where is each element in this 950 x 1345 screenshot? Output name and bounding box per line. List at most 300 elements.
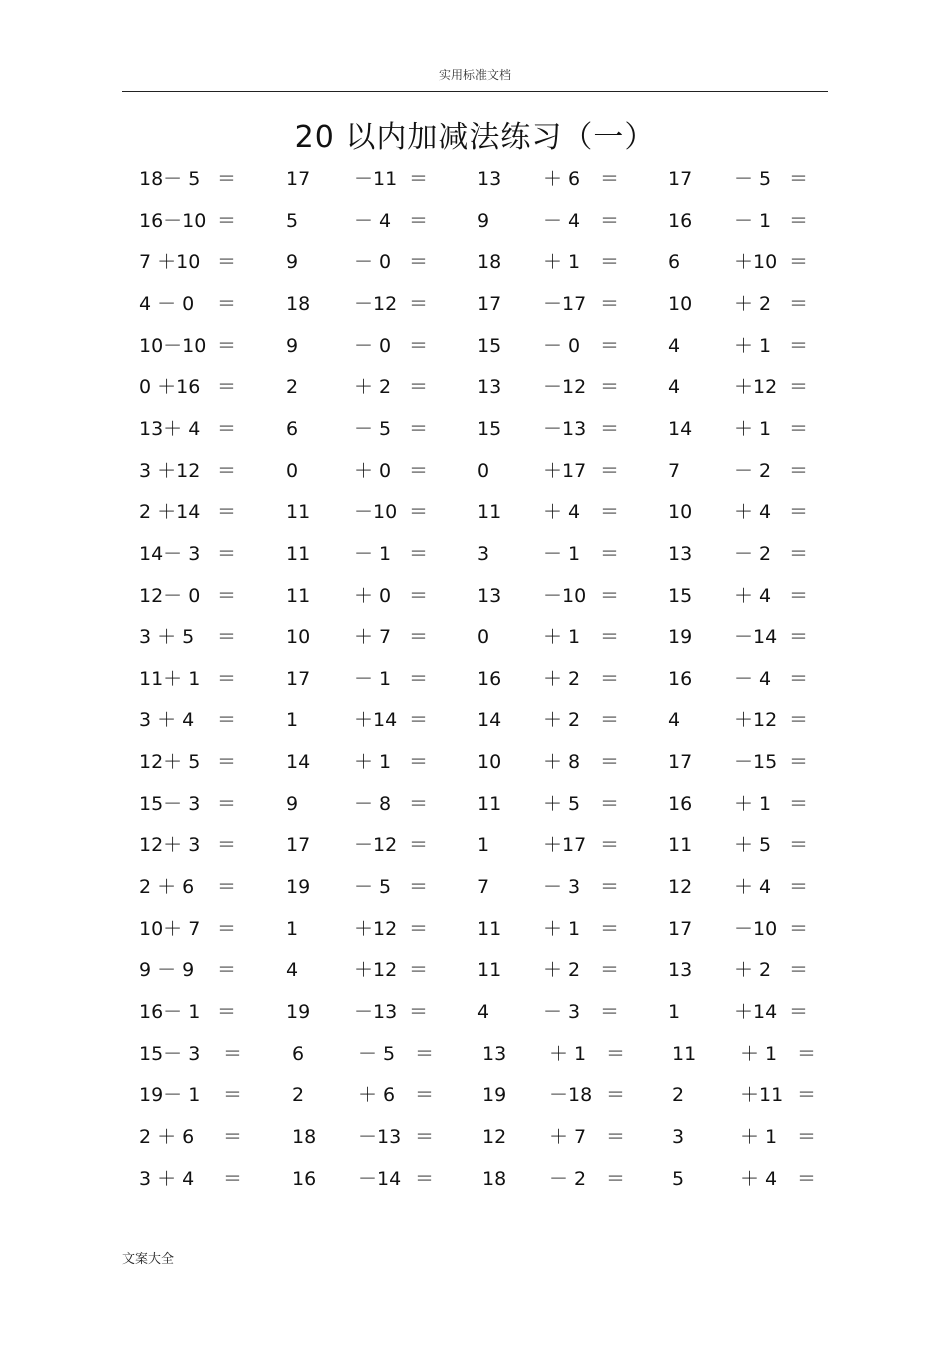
expr-4-operand: 5 <box>672 1167 685 1190</box>
expr-4-operand: 10 <box>668 501 693 524</box>
expr-2-operator: ＋12 <box>354 917 398 940</box>
equals-3: ＝ <box>600 417 620 440</box>
expr-3-operator: ＋ 1 <box>543 626 581 649</box>
equals-1: ＝ <box>217 251 237 274</box>
expr-3-operator: － 2 <box>549 1167 587 1190</box>
expr-4-operator: － 2 <box>734 542 772 565</box>
equals-4: ＝ <box>789 209 809 232</box>
expr-3-operator: － 3 <box>543 1001 581 1023</box>
expr-2-operand: 17 <box>286 168 311 190</box>
exercise-row <box>0 789 950 819</box>
expr-2-operand: 6 <box>286 417 299 440</box>
equals-3: ＝ <box>600 542 620 565</box>
expr-2-operand: 9 <box>286 334 299 357</box>
equals-4: ＝ <box>789 959 809 982</box>
exercise-row <box>0 581 950 611</box>
exercise-row <box>0 289 950 319</box>
expr-3-operand: 1 <box>477 834 490 857</box>
expr-3-operand: 13 <box>477 168 502 190</box>
expr-2-operator: －14 <box>358 1167 402 1190</box>
equals-1: ＝ <box>217 667 237 690</box>
exercise-row <box>0 705 950 735</box>
expr-1: 2 ＋ 6 <box>139 1125 195 1148</box>
equals-3: ＝ <box>600 959 620 982</box>
expr-2-operand: 9 <box>286 792 299 815</box>
expr-2-operator: － 0 <box>354 251 392 274</box>
equals-1: ＝ <box>217 417 237 440</box>
expr-1: 10－10 <box>139 334 207 357</box>
expr-2-operator: －13 <box>358 1125 402 1148</box>
expr-2-operand: 19 <box>286 1001 311 1023</box>
expr-3-operand: 9 <box>477 209 490 232</box>
equals-4: ＝ <box>789 501 809 524</box>
expr-4-operand: 4 <box>668 376 681 399</box>
equals-3: ＝ <box>606 1084 626 1107</box>
expr-3-operator: ＋ 1 <box>543 917 581 940</box>
equals-1: ＝ <box>217 751 237 774</box>
expr-2-operand: 1 <box>286 917 299 940</box>
equals-4: ＝ <box>789 542 809 565</box>
equals-4: ＝ <box>789 584 809 607</box>
expr-4-operator: －15 <box>734 751 778 774</box>
expr-1: 2 ＋ 6 <box>139 876 195 899</box>
expr-2-operand: 11 <box>286 542 311 565</box>
expr-3-operand: 18 <box>482 1167 507 1190</box>
exercise-row <box>0 1164 950 1194</box>
expr-2-operand: 18 <box>286 292 311 315</box>
expr-4-operator: ＋ 2 <box>734 959 772 982</box>
expr-3-operator: ＋ 4 <box>543 501 581 524</box>
expr-4-operand: 16 <box>668 792 693 815</box>
equals-3: ＝ <box>600 501 620 524</box>
expr-2-operator: ＋ 1 <box>354 751 392 774</box>
expr-2-operator: － 5 <box>358 1042 396 1065</box>
equals-1: ＝ <box>217 959 237 982</box>
equals-4: ＝ <box>789 459 809 482</box>
equals-2: ＝ <box>409 626 429 649</box>
expr-4-operand: 16 <box>668 209 693 232</box>
expr-4-operand: 4 <box>668 709 681 732</box>
equals-2: ＝ <box>409 542 429 565</box>
expr-4-operand: 16 <box>668 667 693 690</box>
expr-4-operator: ＋14 <box>734 1001 778 1023</box>
equals-1: ＝ <box>223 1167 243 1190</box>
expr-4-operator: ＋ 1 <box>740 1125 778 1148</box>
expr-2-operator: ＋12 <box>354 959 398 982</box>
expr-3-operator: ＋17 <box>543 459 587 482</box>
expr-4-operator: ＋ 1 <box>740 1042 778 1065</box>
expr-2-operator: － 5 <box>354 876 392 899</box>
expr-2-operator: ＋ 2 <box>354 376 392 399</box>
equals-3: ＝ <box>600 667 620 690</box>
expr-4-operator: ＋10 <box>734 251 778 274</box>
page-title: 20 以内加减法练习（一） <box>294 120 656 155</box>
expr-2-operator: －13 <box>354 1001 398 1023</box>
equals-3: ＝ <box>600 334 620 357</box>
equals-1: ＝ <box>217 459 237 482</box>
exercise-row <box>0 456 950 486</box>
expr-3-operand: 0 <box>477 459 490 482</box>
equals-3: ＝ <box>600 792 620 815</box>
expr-2-operand: 1 <box>286 709 299 732</box>
equals-1: ＝ <box>217 834 237 857</box>
equals-4: ＝ <box>789 168 809 190</box>
exercise-row <box>0 539 950 569</box>
expr-4-operand: 11 <box>672 1042 697 1065</box>
expr-2-operand: 11 <box>286 584 311 607</box>
expr-2-operand: 2 <box>286 376 299 399</box>
exercise-row <box>0 372 950 402</box>
equals-2: ＝ <box>409 501 429 524</box>
equals-4: ＝ <box>789 917 809 940</box>
expr-1: 14－ 3 <box>139 542 201 565</box>
equals-3: ＝ <box>600 626 620 649</box>
equals-2: ＝ <box>409 792 429 815</box>
exercise-row <box>0 1122 950 1152</box>
expr-3-operand: 0 <box>477 626 490 649</box>
equals-3: ＝ <box>600 709 620 732</box>
expr-2-operand: 5 <box>286 209 299 232</box>
equals-2: ＝ <box>409 209 429 232</box>
expr-4-operator: － 2 <box>734 459 772 482</box>
expr-4-operator: ＋ 4 <box>734 501 772 524</box>
expr-2-operator: － 0 <box>354 334 392 357</box>
page-header: 实用标准文档 <box>438 68 511 82</box>
equals-2: ＝ <box>415 1042 435 1065</box>
expr-4-operand: 6 <box>668 251 681 274</box>
equals-4: ＝ <box>797 1042 817 1065</box>
expr-1: 10＋ 7 <box>139 917 201 940</box>
expr-4-operator: ＋11 <box>740 1084 784 1107</box>
equals-4: ＝ <box>797 1084 817 1107</box>
equals-3: ＝ <box>600 251 620 274</box>
expr-1: 18－ 5 <box>139 168 201 190</box>
expr-2-operand: 14 <box>286 751 311 774</box>
expr-3-operator: ＋ 7 <box>549 1125 587 1148</box>
equals-1: ＝ <box>217 209 237 232</box>
equals-2: ＝ <box>409 292 429 315</box>
equals-1: ＝ <box>217 292 237 315</box>
equals-2: ＝ <box>409 334 429 357</box>
exercise-row <box>0 1039 950 1069</box>
expr-3-operand: 11 <box>477 501 502 524</box>
expr-4-operand: 3 <box>672 1125 685 1148</box>
exercise-row <box>0 622 950 652</box>
expr-3-operand: 16 <box>477 667 502 690</box>
equals-3: ＝ <box>600 834 620 857</box>
expr-1: 12＋ 5 <box>139 751 201 774</box>
expr-3-operand: 15 <box>477 334 502 357</box>
expr-3-operator: －10 <box>543 584 587 607</box>
equals-2: ＝ <box>409 917 429 940</box>
expr-4-operand: 13 <box>668 959 693 982</box>
equals-4: ＝ <box>789 792 809 815</box>
expr-1: 3 ＋ 4 <box>139 709 195 732</box>
equals-1: ＝ <box>217 792 237 815</box>
expr-1: 15－ 3 <box>139 1042 201 1065</box>
equals-1: ＝ <box>223 1042 243 1065</box>
expr-3-operator: － 3 <box>543 876 581 899</box>
expr-4-operand: 11 <box>668 834 693 857</box>
expr-3-operand: 17 <box>477 292 502 315</box>
equals-1: ＝ <box>217 501 237 524</box>
expr-4-operand: 12 <box>668 876 693 899</box>
equals-2: ＝ <box>409 168 429 190</box>
expr-2-operand: 2 <box>292 1084 305 1107</box>
equals-4: ＝ <box>789 876 809 899</box>
equals-3: ＝ <box>606 1042 626 1065</box>
expr-4-operator: ＋ 2 <box>734 292 772 315</box>
expr-2-operator: － 8 <box>354 792 392 815</box>
expr-3-operator: ＋ 5 <box>543 792 581 815</box>
expr-4-operand: 17 <box>668 751 693 774</box>
expr-2-operator: ＋ 0 <box>354 459 392 482</box>
expr-1: 2 ＋14 <box>139 501 201 524</box>
expr-2-operand: 6 <box>292 1042 305 1065</box>
expr-1: 19－ 1 <box>139 1084 201 1107</box>
exercise-row <box>0 872 950 902</box>
equals-4: ＝ <box>789 667 809 690</box>
equals-1: ＝ <box>217 584 237 607</box>
equals-3: ＝ <box>600 751 620 774</box>
expr-3-operand: 14 <box>477 709 502 732</box>
expr-3-operand: 11 <box>477 917 502 940</box>
expr-4-operator: －10 <box>734 917 778 940</box>
equals-2: ＝ <box>415 1125 435 1148</box>
equals-2: ＝ <box>415 1167 435 1190</box>
equals-4: ＝ <box>789 626 809 649</box>
expr-4-operator: － 1 <box>734 209 772 232</box>
expr-2-operator: ＋ 0 <box>354 584 392 607</box>
expr-2-operator: － 1 <box>354 667 392 690</box>
expr-3-operand: 13 <box>477 584 502 607</box>
expr-4-operator: ＋ 1 <box>734 792 772 815</box>
equals-2: ＝ <box>409 417 429 440</box>
expr-3-operator: ＋ 1 <box>543 251 581 274</box>
expr-2-operand: 11 <box>286 501 311 524</box>
expr-3-operator: ＋17 <box>543 834 587 857</box>
equals-1: ＝ <box>223 1125 243 1148</box>
equals-3: ＝ <box>600 1001 620 1023</box>
expr-2-operator: － 1 <box>354 542 392 565</box>
expr-3-operand: 15 <box>477 417 502 440</box>
expr-3-operator: －12 <box>543 376 587 399</box>
expr-2-operand: 17 <box>286 834 311 857</box>
equals-2: ＝ <box>409 251 429 274</box>
expr-3-operand: 4 <box>477 1001 490 1023</box>
equals-1: ＝ <box>217 542 237 565</box>
equals-2: ＝ <box>409 876 429 899</box>
expr-1: 16－ 1 <box>139 1001 201 1023</box>
equals-3: ＝ <box>600 459 620 482</box>
expr-2-operand: 18 <box>292 1125 317 1148</box>
expr-4-operator: － 4 <box>734 667 772 690</box>
equals-1: ＝ <box>217 709 237 732</box>
exercise-row <box>0 164 950 194</box>
expr-3-operator: ＋ 2 <box>543 959 581 982</box>
equals-3: ＝ <box>606 1125 626 1148</box>
expr-1: 3 ＋ 4 <box>139 1167 195 1190</box>
expr-2-operand: 9 <box>286 251 299 274</box>
expr-3-operator: －13 <box>543 417 587 440</box>
expr-3-operator: ＋ 2 <box>543 667 581 690</box>
header-rule <box>122 91 828 92</box>
equals-3: ＝ <box>600 168 620 190</box>
expr-4-operator: ＋12 <box>734 376 778 399</box>
exercise-row <box>0 1080 950 1110</box>
equals-1: ＝ <box>217 334 237 357</box>
expr-1: 15－ 3 <box>139 792 201 815</box>
equals-2: ＝ <box>409 959 429 982</box>
expr-4-operator: ＋ 1 <box>734 334 772 357</box>
equals-4: ＝ <box>789 251 809 274</box>
expr-3-operand: 3 <box>477 542 490 565</box>
exercise-row <box>0 247 950 277</box>
equals-2: ＝ <box>415 1084 435 1107</box>
expr-2-operator: －10 <box>354 501 398 524</box>
equals-3: ＝ <box>600 376 620 399</box>
expr-2-operand: 4 <box>286 959 299 982</box>
expr-4-operator: － 5 <box>734 168 772 190</box>
equals-1: ＝ <box>217 1001 237 1023</box>
expr-3-operand: 19 <box>482 1084 507 1107</box>
expr-4-operand: 1 <box>668 1001 681 1023</box>
equals-1: ＝ <box>217 917 237 940</box>
expr-3-operator: ＋ 6 <box>543 168 581 190</box>
equals-4: ＝ <box>789 417 809 440</box>
equals-3: ＝ <box>600 876 620 899</box>
expr-4-operator: ＋12 <box>734 709 778 732</box>
equals-3: ＝ <box>606 1167 626 1190</box>
expr-2-operator: －12 <box>354 292 398 315</box>
expr-3-operand: 13 <box>477 376 502 399</box>
expr-2-operator: －12 <box>354 834 398 857</box>
expr-3-operator: ＋ 2 <box>543 709 581 732</box>
expr-2-operand: 0 <box>286 459 299 482</box>
equals-2: ＝ <box>409 834 429 857</box>
equals-1: ＝ <box>217 626 237 649</box>
expr-1: 12＋ 3 <box>139 834 201 857</box>
exercise-row <box>0 331 950 361</box>
expr-2-operand: 16 <box>292 1167 317 1190</box>
expr-3-operator: ＋ 8 <box>543 751 581 774</box>
expr-3-operator: － 4 <box>543 209 581 232</box>
equals-3: ＝ <box>600 584 620 607</box>
expr-2-operator: ＋ 7 <box>354 626 392 649</box>
expr-4-operand: 17 <box>668 917 693 940</box>
equals-2: ＝ <box>409 459 429 482</box>
expr-1: 4 － 0 <box>139 292 195 315</box>
expr-3-operator: －17 <box>543 292 587 315</box>
expr-3-operator: －18 <box>549 1084 593 1107</box>
expr-3-operator: ＋ 1 <box>549 1042 587 1065</box>
expr-2-operator: ＋ 6 <box>358 1084 396 1107</box>
expr-3-operand: 7 <box>477 876 490 899</box>
equals-1: ＝ <box>217 876 237 899</box>
expr-3-operand: 11 <box>477 792 502 815</box>
exercise-row <box>0 997 950 1027</box>
expr-4-operand: 19 <box>668 626 693 649</box>
exercise-row <box>0 955 950 985</box>
expr-2-operand: 17 <box>286 667 311 690</box>
expr-3-operand: 18 <box>477 251 502 274</box>
expr-1: 13＋ 4 <box>139 417 201 440</box>
equals-2: ＝ <box>409 709 429 732</box>
equals-4: ＝ <box>789 292 809 315</box>
expr-1: 3 ＋12 <box>139 459 201 482</box>
equals-2: ＝ <box>409 751 429 774</box>
expr-1: 16－10 <box>139 209 207 232</box>
expr-1: 0 ＋16 <box>139 376 201 399</box>
equals-2: ＝ <box>409 1001 429 1023</box>
expr-3-operand: 11 <box>477 959 502 982</box>
equals-4: ＝ <box>789 334 809 357</box>
exercise-row <box>0 414 950 444</box>
expr-2-operator: ＋14 <box>354 709 398 732</box>
expr-1: 3 ＋ 5 <box>139 626 195 649</box>
expr-2-operator: －11 <box>354 168 398 190</box>
expr-4-operand: 7 <box>668 459 681 482</box>
expr-4-operand: 4 <box>668 334 681 357</box>
equals-2: ＝ <box>409 667 429 690</box>
equals-1: ＝ <box>223 1084 243 1107</box>
expr-4-operand: 15 <box>668 584 693 607</box>
expr-4-operand: 17 <box>668 168 693 190</box>
equals-4: ＝ <box>797 1167 817 1190</box>
page-footer: 文案大全 <box>122 1252 175 1267</box>
equals-3: ＝ <box>600 292 620 315</box>
exercise-row <box>0 914 950 944</box>
expr-2-operator: － 4 <box>354 209 392 232</box>
expr-4-operator: ＋ 4 <box>734 584 772 607</box>
expr-1: 11＋ 1 <box>139 667 201 690</box>
expr-2-operand: 19 <box>286 876 311 899</box>
expr-3-operand: 13 <box>482 1042 507 1065</box>
expr-4-operand: 14 <box>668 417 693 440</box>
equals-4: ＝ <box>797 1125 817 1148</box>
equals-2: ＝ <box>409 376 429 399</box>
expr-4-operator: －14 <box>734 626 778 649</box>
expr-4-operand: 2 <box>672 1084 685 1107</box>
equals-3: ＝ <box>600 917 620 940</box>
equals-4: ＝ <box>789 834 809 857</box>
expr-3-operand: 12 <box>482 1125 507 1148</box>
equals-4: ＝ <box>789 1001 809 1023</box>
exercise-row <box>0 664 950 694</box>
expr-4-operator: ＋ 4 <box>734 876 772 899</box>
exercise-row <box>0 830 950 860</box>
equals-4: ＝ <box>789 751 809 774</box>
equals-2: ＝ <box>409 584 429 607</box>
expr-1: 12－ 0 <box>139 584 201 607</box>
equals-1: ＝ <box>217 168 237 190</box>
equals-4: ＝ <box>789 709 809 732</box>
exercise-row <box>0 206 950 236</box>
expr-4-operand: 10 <box>668 292 693 315</box>
expr-2-operator: － 5 <box>354 417 392 440</box>
expr-4-operand: 13 <box>668 542 693 565</box>
expr-1: 7 ＋10 <box>139 251 201 274</box>
expr-4-operator: ＋ 1 <box>734 417 772 440</box>
exercise-row <box>0 497 950 527</box>
expr-4-operator: ＋ 4 <box>740 1167 778 1190</box>
equals-3: ＝ <box>600 209 620 232</box>
exercise-row <box>0 747 950 777</box>
expr-1: 9 － 9 <box>139 959 195 982</box>
expr-2-operand: 10 <box>286 626 311 649</box>
equals-4: ＝ <box>789 376 809 399</box>
expr-3-operator: － 1 <box>543 542 581 565</box>
